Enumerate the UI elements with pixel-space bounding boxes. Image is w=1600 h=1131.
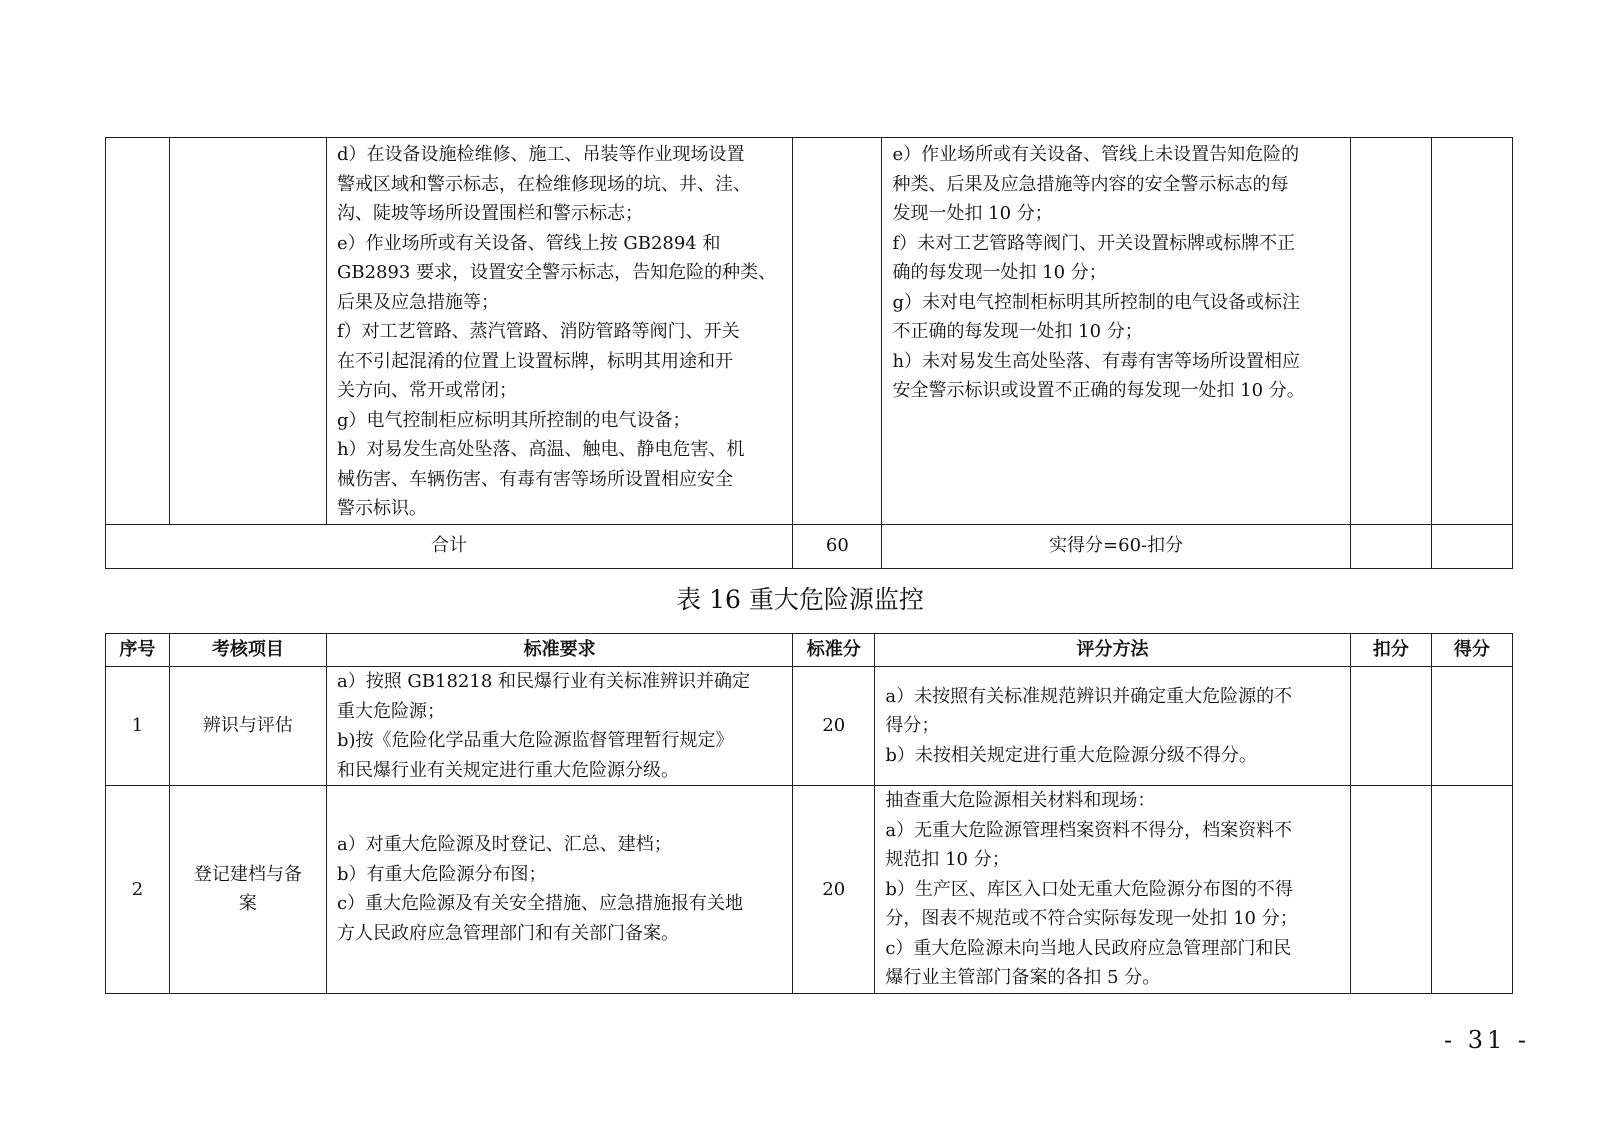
requirement-line: 后果及应急措施等； — [336, 291, 499, 313]
header-deduct: 扣分 — [1350, 634, 1431, 667]
row-method — [875, 667, 1350, 786]
requirement-line: h）对易发生高处坠落、高温、触电、静电危害、机 — [336, 439, 745, 460]
requirement-line: GB2893 要求，设置安全警示标志，告知危险的种类、 — [336, 262, 777, 283]
method-line: 规范扣 10 分； — [885, 849, 1010, 870]
requirement-line: 关方向、常开或常闭； — [336, 380, 517, 401]
method-line: a）未按照有关标准规范辨识并确定重大危险源的不 — [885, 685, 1293, 707]
row-item: 辨识与评估 — [169, 667, 326, 786]
serial-cell — [106, 138, 170, 525]
header-method: 评分方法 — [875, 634, 1350, 667]
method-line: h）未对易发生高处坠落、有毒有害等场所设置相应 — [892, 350, 1301, 372]
method-line: 得分； — [885, 715, 940, 737]
row-score: 20 — [793, 786, 875, 994]
total-formula: 实得分=60-扣分 — [882, 524, 1350, 568]
major-hazard-table — [105, 633, 1513, 994]
total-score: 60 — [793, 524, 882, 568]
requirement-line: 械伤害、车辆伤害、有毒有害等场所设置相应安全 — [336, 468, 733, 490]
requirement-line: b)按《危险化学品重大危险源监督管理暂行规定》 — [336, 730, 734, 751]
method-line: 分，图表不规范或不符合实际每发现一处扣 10 分； — [885, 908, 1298, 929]
requirement-line: 沟、陡坡等场所设置围栏和警示标志； — [336, 203, 643, 224]
method-line: 发现一处扣 10 分； — [892, 203, 1053, 224]
get-cell — [1431, 138, 1512, 525]
requirement-line: d）在设备设施检维修、施工、吊装等作业现场设置 — [336, 144, 745, 165]
method-line: b）未按相关规定进行重大危险源分级不得分。 — [885, 744, 1257, 766]
row-requirement — [326, 786, 792, 994]
method-line: 不正确的每发现一处扣 10 分； — [892, 321, 1143, 342]
row-item — [169, 786, 326, 994]
continued-table — [105, 137, 1513, 569]
header-get: 得分 — [1431, 634, 1512, 667]
requirement-line: f）对工艺管路、蒸汽管路、消防管路等阀门、开关 — [336, 321, 740, 342]
row-score: 20 — [793, 667, 875, 786]
table-row — [106, 667, 1513, 786]
requirement-line: 重大危险源； — [336, 700, 445, 722]
item-line: 登记建档与备 — [193, 863, 302, 885]
method-line: 种类、后果及应急措施等内容的安全警示标志的每 — [892, 173, 1289, 195]
method-line: e）作业场所或有关设备、管线上未设置告知危险的 — [892, 144, 1300, 165]
requirement-line: a）按照 GB18218 和民爆行业有关标准辨识并确定 — [336, 671, 751, 692]
get-cell — [1431, 524, 1512, 568]
row-method — [875, 786, 1350, 994]
requirement-line: 方人民政府应急管理部门和有关部门备案。 — [336, 922, 679, 944]
item-line: 案 — [238, 893, 257, 915]
requirement-line: e）作业场所或有关设备、管线上按 GB2894 和 — [336, 232, 721, 254]
method-line: f）未对工艺管路等阀门、开关设置标牌或标牌不正 — [892, 232, 1296, 254]
row-get — [1431, 786, 1512, 994]
requirement-cell — [326, 138, 792, 525]
method-line: 安全警示标识或设置不正确的每发现一处扣 10 分。 — [892, 380, 1305, 401]
table-row — [106, 138, 1513, 525]
header-requirement: 标准要求 — [326, 634, 792, 667]
requirement-line: g）电气控制柜应标明其所控制的电气设备； — [336, 409, 691, 431]
requirement-line: 警戒区域和警示标志，在检维修现场的坑、井、洼、 — [336, 173, 751, 195]
header-item: 考核项目 — [169, 634, 326, 667]
requirement-line: 警示标识。 — [336, 498, 427, 519]
method-line: 爆行业主管部门备案的各扣 5 分。 — [885, 967, 1161, 988]
method-line: 抽查重大危险源相关材料和现场： — [885, 790, 1156, 811]
row-number: 2 — [106, 786, 170, 994]
table-title: 表 16 重大危险源监控 — [676, 585, 924, 614]
deduct-cell — [1350, 138, 1431, 525]
header-score: 标准分 — [793, 634, 875, 667]
method-line: b）生产区、库区入口处无重大危险源分布图的不得 — [885, 878, 1293, 900]
row-number: 1 — [106, 667, 170, 786]
row-deduct — [1350, 786, 1431, 994]
item-cell — [169, 138, 326, 525]
deduct-cell — [1350, 524, 1431, 568]
row-get — [1431, 667, 1512, 786]
row-requirement — [326, 667, 792, 786]
method-line: c）重大危险源未向当地人民政府应急管理部门和民 — [885, 937, 1292, 959]
row-deduct — [1350, 667, 1431, 786]
method-cell — [882, 138, 1350, 525]
header-row — [106, 634, 1513, 667]
requirement-line: 在不引起混淆的位置上设置标牌，标明其用途和开 — [336, 350, 733, 372]
requirement-line: 和民爆行业有关规定进行重大危险源分级。 — [336, 759, 679, 781]
requirement-line: c）重大危险源及有关安全措施、应急措施报有关地 — [336, 893, 744, 915]
requirement-line: b）有重大危险源分布图； — [336, 863, 547, 885]
method-line: a）无重大危险源管理档案资料不得分，档案资料不 — [885, 819, 1293, 841]
score-cell — [793, 138, 882, 525]
method-line: 确的每发现一处扣 10 分； — [892, 262, 1107, 283]
method-line: g）未对电气控制柜标明其所控制的电气设备或标注 — [892, 291, 1300, 313]
page-number: - 31 - — [1443, 1026, 1530, 1054]
table-row — [106, 786, 1513, 994]
header-no: 序号 — [106, 634, 170, 667]
requirement-line: a）对重大危险源及时登记、汇总、建档； — [336, 834, 672, 856]
total-label: 合计 — [106, 524, 793, 568]
total-row — [106, 524, 1513, 568]
